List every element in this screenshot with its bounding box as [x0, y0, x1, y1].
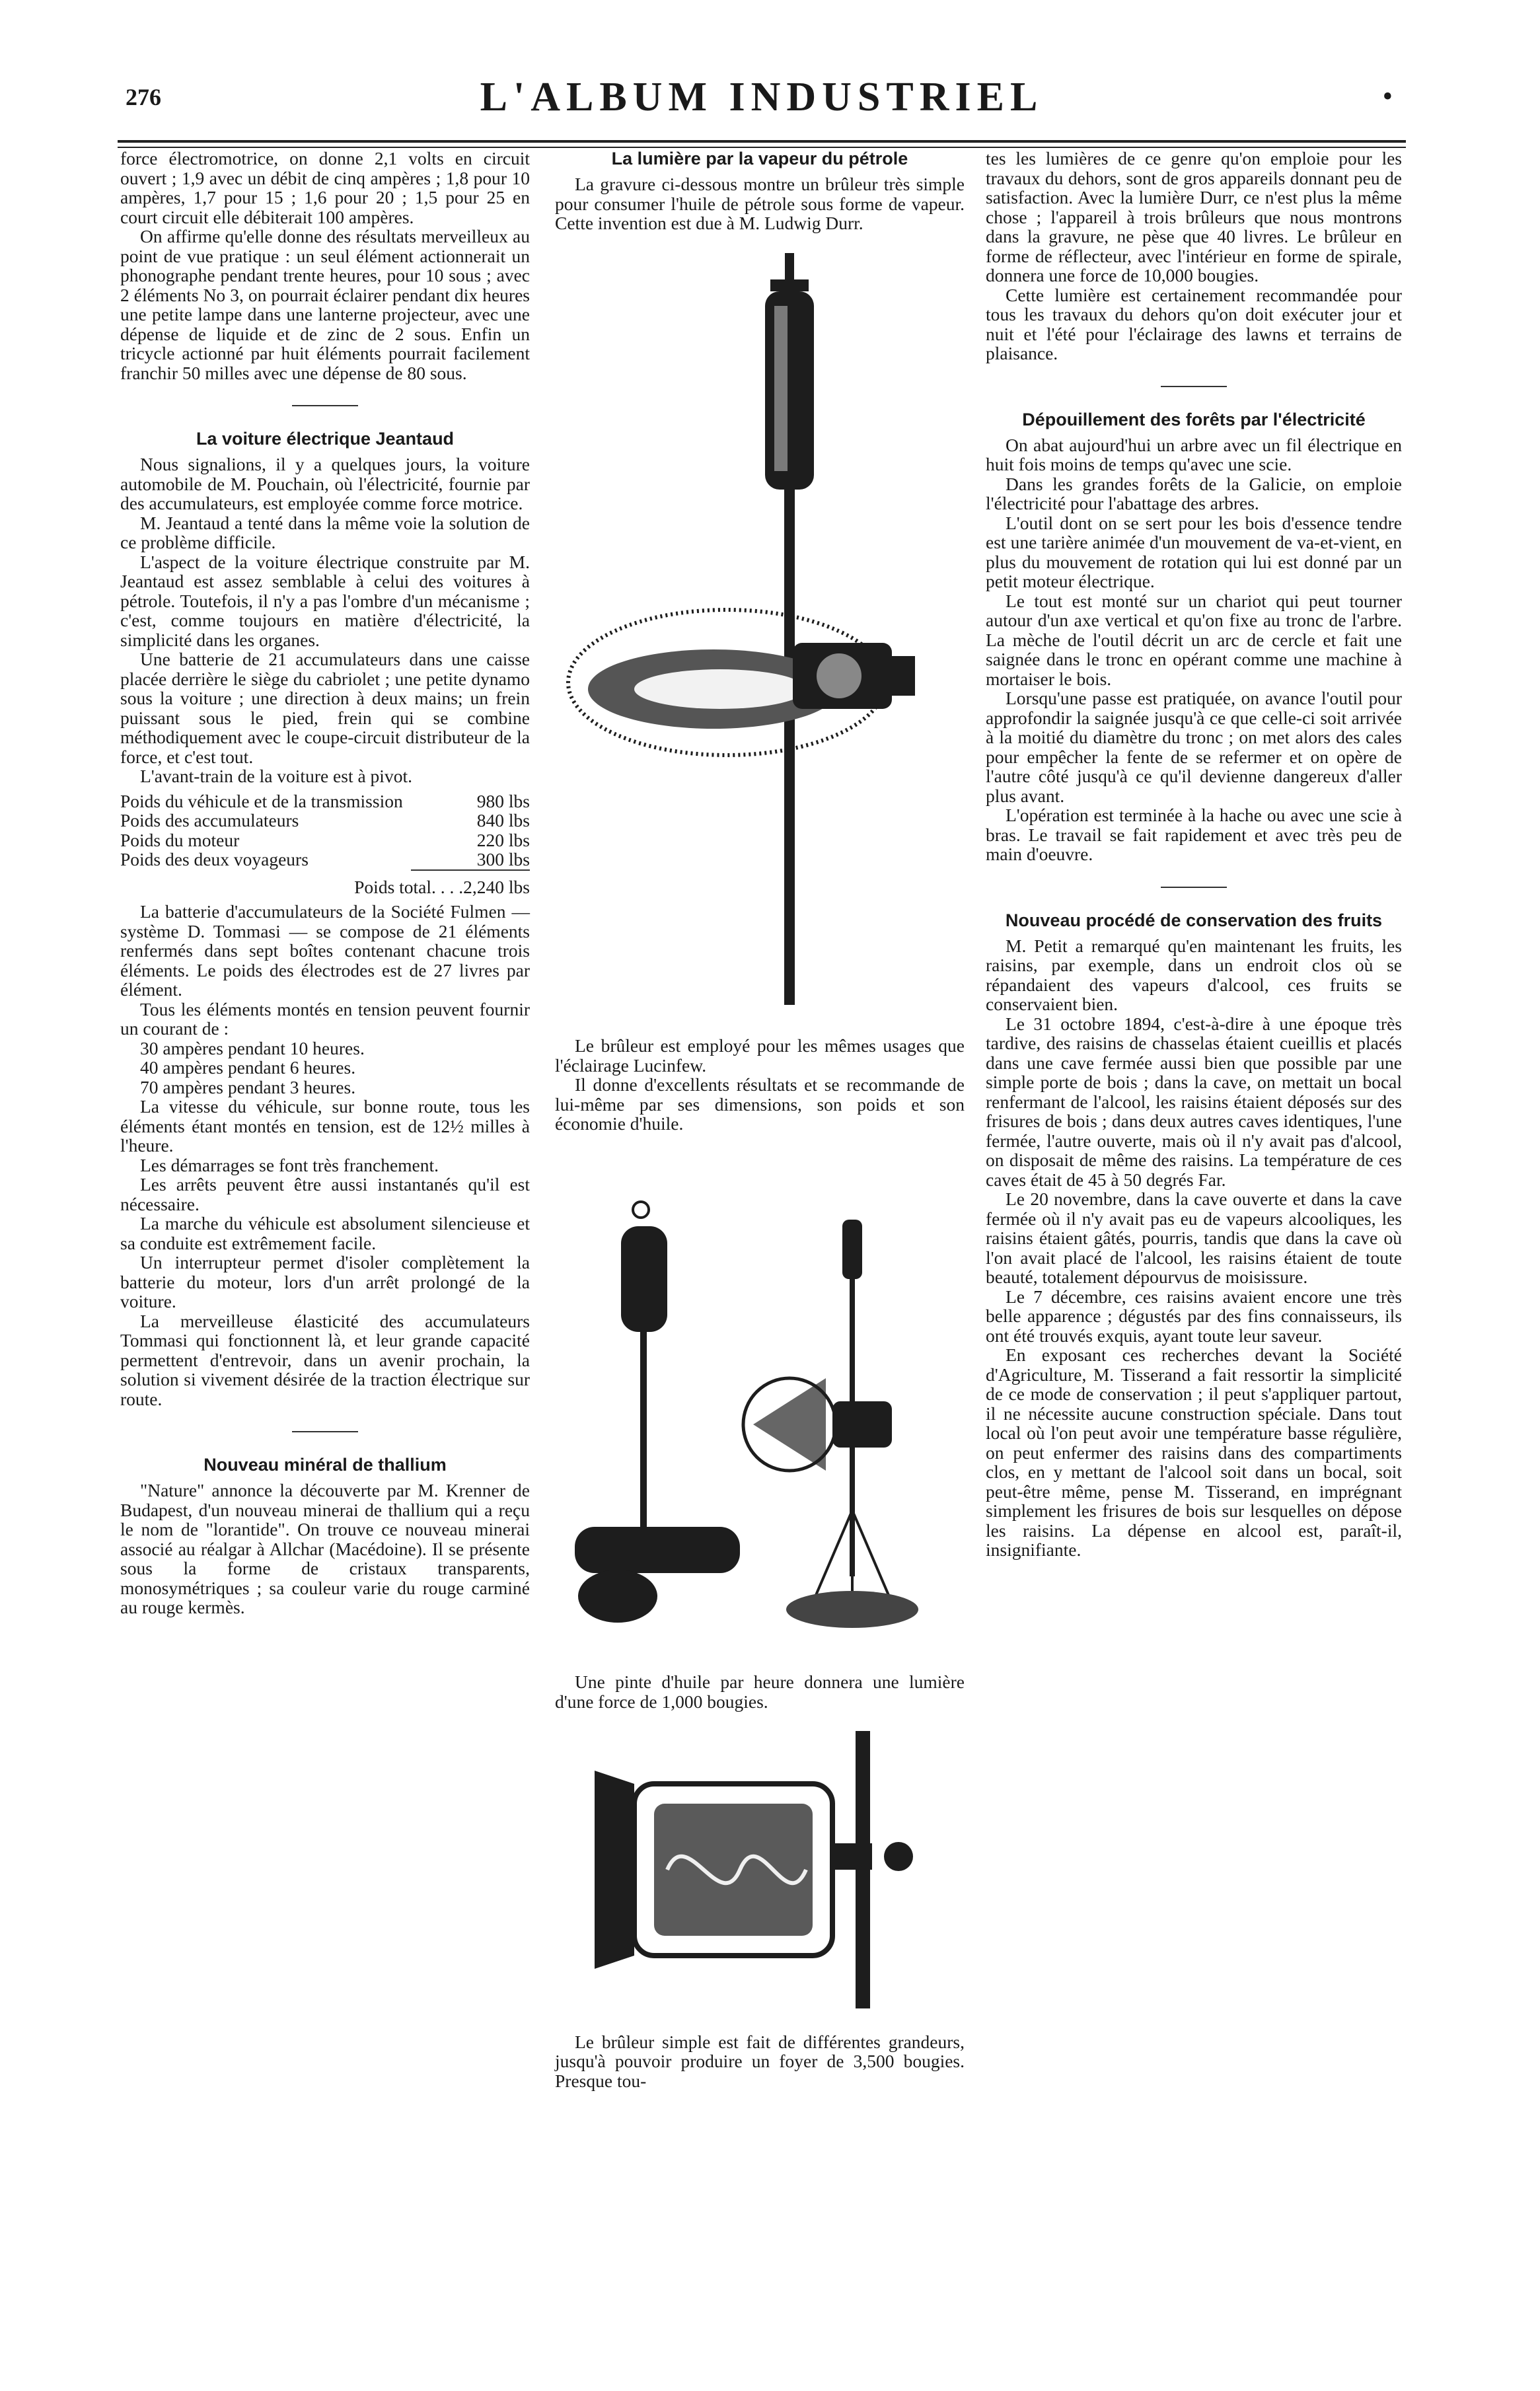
- current-line: 40 ampères pendant 6 heures.: [140, 1057, 356, 1078]
- heading-forets: Dépouillement des forêts par l'électricité: [1022, 409, 1366, 429]
- heading-voiture-jeantaud: La voiture électrique Jeantaud: [196, 429, 455, 449]
- article-paragraph: Dans les grandes forêts de la Galicie, on emploie l'électricité pour l'abattage des arbres.: [986, 473, 1402, 513]
- article-paragraph: Cette lumière est certainement recommandée pour tous les travaux du dehors qu'on doit exécuter jour et nuit et l'été pour l'éclairage des lawns et terrains de plaisance.: [986, 284, 1402, 363]
- article-paragraph: M. Petit a remarqué qu'en maintenant les fruits, les raisins, par exemple, dans un endroit clos où se répandaient des vapeurs d'alcool, ces fruits se conservaient bien.: [986, 935, 1402, 1014]
- article-paragraph: Le 20 novembre, dans la cave ouverte et dans la cave fermée où il n'y avait pas eu de vapeurs alcooliques, les raisins étaient gâtés, pourris, tandis que dans la cave où l'on avait placé de l'alcool, les raisins étaient de toute beauté, totalement dépourvus de moisissure.: [986, 1189, 1402, 1287]
- header-mark: •: [1382, 80, 1393, 112]
- article-paragraph: L'opération est terminée à la hache ou avec une scie à bras. Le travail se fait rapidement et avec très peu de main d'oeuvre.: [986, 805, 1402, 864]
- weight-label: Poids des accumulateurs: [120, 811, 299, 830]
- article-paragraph: Les démarrages se font très franchement.: [140, 1154, 439, 1175]
- header-rule-top: [118, 140, 1406, 143]
- article-paragraph: La merveilleuse élasticité des accumulateurs Tommasi qui fonctionnent là, et leur grande capacité permettent d'entrevoir, dans un avenir prochain, la solution si vivement désirée de la traction électrique sur route.: [120, 1310, 530, 1409]
- article-paragraph: Les arrêts peuvent être aussi instantanés qu'il est nécessaire.: [120, 1174, 530, 1214]
- figure-reflector-burner: [555, 1718, 965, 2090]
- article-paragraph: Une batterie de 21 accumulateurs dans une caisse placée derrière le siège du cabriolet ; une petite dynamo sous la voiture ; une direction à deux mains; un frein puissant sous le pied, frein qui se combine méthodiquement avec le coupe-circuit distributeur de la force, et c'est tout.: [120, 649, 530, 767]
- figure-two-burners: [555, 1140, 965, 1712]
- article-paragraph: On abat aujourd'hui un arbre avec un fil électrique en huit fois moins de temps qu'avec une scie.: [986, 434, 1402, 474]
- article-paragraph: La gravure ci-dessous montre un brûleur très simple pour consumer l'huile de pétrole sous forme de vapeur. Cette invention est due à M. Ludwig Durr.: [555, 174, 965, 233]
- article-paragraph: Le tout est monté sur un chariot qui peut tourner autour d'un axe vertical et qu'on fixe au tronc de l'arbre. La mèche de l'outil décrit un arc de cercle et fait une saignée dans le tronc en opérant comme une machine à mortaiser le bois.: [986, 590, 1402, 689]
- article-paragraph: L'avant-train de la voiture est à pivot.: [140, 766, 412, 786]
- article-paragraph: Le 7 décembre, ces raisins avaient encore une très belle apparence ; dégustés par des fins connaisseurs, ils ont été trouvés exquis, ayant toute leur saveur.: [986, 1286, 1402, 1346]
- article-paragraph: L'outil dont on se sert pour les bois d'essence tendre est une tarière animée d'un mouvement de va-et-vient, en plus du mouvement de rotation qui lui est donné par un petit moteur électrique.: [986, 512, 1402, 591]
- article-paragraph: La vitesse du véhicule, sur bonne route, tous les éléments étant montés en tension, est de 12½ milles à l'heure.: [120, 1096, 530, 1156]
- intro-paragraph: On affirme qu'elle donne des résultats merveilleux au point de vue pratique : un seul élément actionnerait un phonographe pendant trente heures, pour 10 sous ; avec 2 éléments No 3, on pourrait éclairer pendant dix heures une petite lampe dans une lanterne projecteur, avec une dépense de liquide et de zinc de 2 sous. Enfin un tricycle actionné par huit éléments pourrait facilement franchir 50 milles avec une dépense de 80 sous.: [120, 226, 530, 383]
- section-separator: [292, 405, 358, 406]
- article-paragraph: La batterie d'accumulateurs de la Société Fulmen — système D. Tommasi — se compose de 21 éléments renfermés dans sept boîtes contenant chacune trois éléments. Le poids des électrodes est de 27 livres par élément.: [120, 901, 530, 1000]
- article-paragraph: Le 31 octobre 1894, c'est-à-dire à une époque très tardive, des raisins de chasselas étaient cueillis et placés dans une cave fermée aussi bien que possible par une simple porte de bois ; dans la cave, on mettait un bocal renfermant de l'alcool, les raisins étaient déposés sur des frisures de bois ; dans deux autres caves identiques, l'une fermée, l'autre ouverte, mais où il n'y avait pas d'alcool, on disposait de même des raisins. La température de ces caves était de 45 à 50 degrés Far.: [986, 1013, 1402, 1190]
- masthead-title: L'ALBUM INDUSTRIEL: [480, 75, 1044, 120]
- page-number: 276: [126, 84, 161, 110]
- burner-engraving: [555, 233, 965, 1026]
- weight-total: Poids total. . . .2,240 lbs: [354, 876, 530, 897]
- weight-row: [120, 811, 530, 830]
- figure-caption: [555, 1672, 965, 1711]
- weight-value: 300 lbs: [476, 849, 530, 869]
- article-paragraph: M. Jeantaud a tenté dans la même voie la solution de ce problème difficile.: [120, 512, 530, 552]
- weight-value: 980 lbs: [476, 790, 530, 811]
- twin-burner-engraving: [555, 1140, 965, 1662]
- section-separator: [1161, 386, 1227, 387]
- weights-table: [120, 791, 530, 897]
- caption-paragraph: Une pinte d'huile par heure donnera une lumière d'une force de 1,000 bougies.: [555, 1672, 965, 1712]
- weight-row: [120, 850, 530, 869]
- weight-row: [120, 830, 530, 850]
- intro-paragraph: force électromotrice, on donne 2,1 volts en circuit ouvert ; 1,9 avec un débit de cinq ampères ; 1,8 pour 10 ampères, 1,7 pour 15 ; 1,6 pour 20 ; 1,5 pour 25 en court circuit elle débiterait 100 ampères.: [120, 148, 530, 227]
- figure-caption: [555, 2032, 965, 2091]
- article-paragraph: "Nature" annonce la découverte par M. Krenner de Budapest, d'un nouveau minerai de thallium qui a reçu le nom de "lorantide". On trouve ce nouveau minerai associé au réalgar à Allchar (Macédoine). Il se présente sous la forme de cristaux transparents, monosymétriques ; sa couleur varie du rouge carminé au rouge kermès.: [120, 1480, 530, 1617]
- article-paragraph: Tous les éléments montés en tension peuvent fournir un courant de :: [120, 998, 530, 1039]
- section-separator: [1161, 887, 1227, 888]
- weight-row: [120, 791, 530, 811]
- heading-lumiere-petrole: La lumière par la vapeur du pétrole: [611, 149, 908, 168]
- figure-durr-burner: [555, 233, 965, 1134]
- article-paragraph: Nous signalions, il y a quelques jours, la voiture automobile de M. Pouchain, où l'électricité, fournie par des accumulateurs, est employée comme force motrice.: [120, 454, 530, 513]
- article-paragraph: Un interrupteur permet d'isoler complètement la batterie du moteur, lors d'un arrêt prolongé de la voiture.: [120, 1252, 530, 1311]
- page-header: [118, 74, 1406, 147]
- figure-caption: [555, 1036, 965, 1134]
- middle-column: [555, 149, 965, 2090]
- section-separator: [292, 1431, 358, 1432]
- weight-label: Poids du moteur: [120, 830, 240, 850]
- article-paragraph: Lorsqu'une passe est pratiquée, on avance l'outil pour approfondir la saignée jusqu'à ce que celle-ci soit arrivée à la moitié du diamètre du tronc ; on met alors des cales pour empêcher la fente de se refermer et on opère de l'autre côté jusqu'à ce qu'il devienne dangereux d'aller plus avant.: [986, 688, 1402, 806]
- weight-value: 840 lbs: [476, 810, 530, 830]
- weight-label: Poids du véhicule et de la transmission: [120, 791, 403, 811]
- caption-paragraph: Le brûleur simple est fait de différentes grandeurs, jusqu'à pouvoir produire un foyer de 3,500 bougies. Presque tou-: [555, 2031, 965, 2091]
- article-paragraph: En exposant ces recherches devant la Société d'Agriculture, M. Tisserand a fait ressortir la simplicité de ce mode de conservation ; il peut s'appliquer partout, il ne nécessite aucune construction spéciale. Dans tout local où l'on peut avoir une température basse régulière, on peut enfermer des raisins dans des compartiments clos, en y mettant de l'alcool soit dans un bocal, soit peut-être même, pense M. Tisserand, en imprégnant simplement les frisures de bois sur lesquelles on dépose les raisins. La dépense en alcool est, paraît-il, insignifiante.: [986, 1344, 1402, 1560]
- right-column: [986, 149, 1402, 1560]
- article-paragraph: La marche du véhicule est absolument silencieuse et sa conduite est extrêmement facile.: [120, 1213, 530, 1253]
- reflector-engraving: [555, 1718, 965, 2022]
- weight-label: Poids des deux voyageurs: [120, 850, 309, 869]
- weight-value: 220 lbs: [476, 829, 530, 850]
- caption-paragraph: Le brûleur est employé pour les mêmes usages que l'éclairage Lucinfew.: [555, 1035, 965, 1076]
- left-column: [120, 149, 530, 1617]
- current-line: 30 ampères pendant 10 heures.: [140, 1037, 365, 1058]
- article-paragraph: L'aspect de la voiture électrique construite par M. Jeantaud est assez semblable à celui des voitures à pétrole. Toutefois, il n'y a pas l'ombre d'un mécanisme ; c'est, comme toujours en matière d'électricité, la simplicité dans les organes.: [120, 551, 530, 650]
- caption-paragraph: Il donne d'excellents résultats et se recommande de lui-même par ses dimensions, son poids et son économie d'huile.: [555, 1074, 965, 1134]
- heading-fruits: Nouveau procédé de conservation des fruits: [1005, 910, 1383, 930]
- current-line: 70 ampères pendant 3 heures.: [140, 1076, 356, 1097]
- heading-thallium: Nouveau minéral de thallium: [203, 1455, 447, 1475]
- article-paragraph: tes les lumières de ce genre qu'on emploie pour les travaux du dehors, sont de gros appareils donnant peu de satisfaction. Avec la lumière Durr, ce n'est plus la même chose ; l'appareil à trois brûleurs que nous montrons dans la gravure, ne pèse que 40 livres. Le brûleur en forme de réflecteur, avec l'intérieur en forme de spirale, donnera une force de 10,000 bougies.: [986, 148, 1402, 285]
